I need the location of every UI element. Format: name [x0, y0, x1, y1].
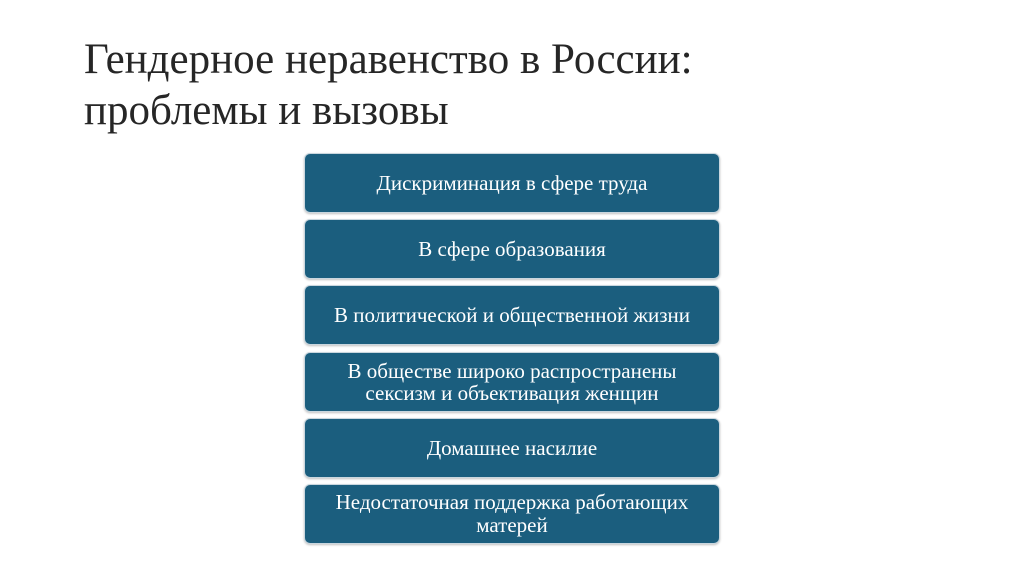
issue-box-label: В политической и общественной жизни	[334, 302, 690, 327]
issue-box-list	[304, 153, 720, 545]
issue-box-domestic-violence	[304, 418, 720, 478]
issue-box-label: В обществе широко распространены сексизм и объективация женщин	[347, 359, 677, 405]
issue-box-label: В сфере образования	[418, 236, 606, 261]
issue-box-education	[304, 219, 720, 279]
issue-box-working-mothers	[304, 484, 720, 544]
slide-title-line-2: проблемы и вызовы	[84, 87, 449, 134]
issue-box-label: Дискриминация в сфере труда	[376, 170, 648, 195]
issue-box-labor-discrimination	[304, 153, 720, 213]
issue-box-political-life	[304, 285, 720, 345]
issue-box-sexism	[304, 352, 720, 412]
slide-title	[84, 34, 944, 136]
issue-box-label: Домашнее насилие	[426, 435, 598, 460]
slide-title-line-1: Гендерное неравенство в России:	[84, 36, 693, 83]
issue-box-label: Недостаточная поддержка работающих матерей	[335, 490, 689, 537]
